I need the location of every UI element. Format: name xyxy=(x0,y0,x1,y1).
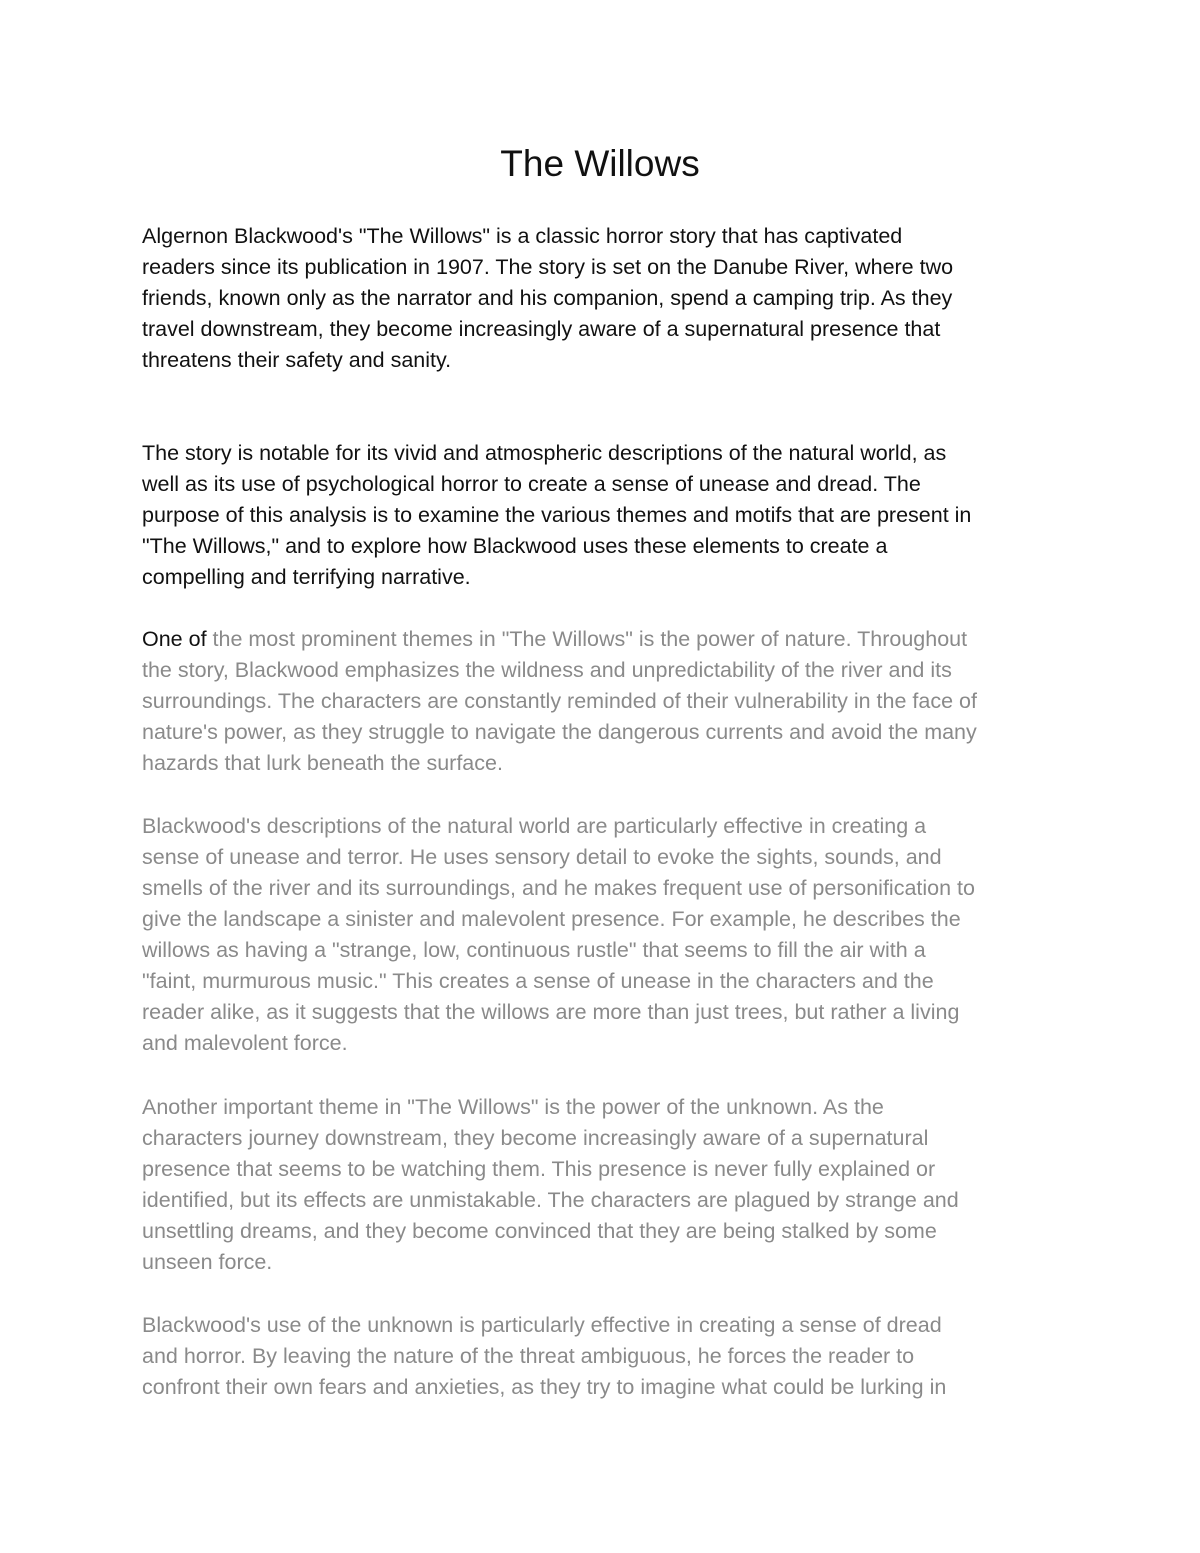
paragraph-dread xyxy=(142,1310,1072,1403)
paragraph-line: unseen force. xyxy=(142,1250,273,1274)
paragraph-line: hazards that lurk beneath the surface. xyxy=(142,751,503,775)
paragraph-line: sense of unease and terror. He uses sensory detail to evoke the sights, sounds, and xyxy=(142,845,942,869)
paragraph-line: purpose of this analysis is to examine the various themes and motifs that are present in xyxy=(142,503,972,527)
paragraph-line xyxy=(142,624,1072,655)
paragraph-intro xyxy=(142,221,1072,376)
paragraph-line: Algernon Blackwood's "The Willows" is a classic horror story that has captivated xyxy=(142,224,903,248)
paragraph-descriptions xyxy=(142,811,1072,1059)
paragraph-line: "faint, murmurous music." This creates a sense of unease in the characters and the xyxy=(142,969,934,993)
paragraph-line: unsettling dreams, and they become convinced that they are being stalked by some xyxy=(142,1219,937,1243)
paragraph-line: The story is notable for its vivid and atmospheric descriptions of the natural world, as xyxy=(142,441,947,465)
paragraph-line: confront their own fears and anxieties, as they try to imagine what could be lurking in xyxy=(142,1375,947,1399)
paragraph-line: reader alike, as it suggests that the willows are more than just trees, but rather a living xyxy=(142,1000,960,1024)
paragraph-unknown-theme xyxy=(142,1092,1072,1278)
paragraph-line: identified, but its effects are unmistakable. The characters are plagued by strange and xyxy=(142,1188,959,1212)
paragraph-line: nature's power, as they struggle to navigate the dangerous currents and avoid the many xyxy=(142,720,977,744)
paragraph-purpose xyxy=(142,438,1072,593)
paragraph-line: give the landscape a sinister and malevolent presence. For example, he describes the xyxy=(142,907,961,931)
paragraph-line: Blackwood's use of the unknown is particularly effective in creating a sense of dread xyxy=(142,1313,942,1337)
paragraph-line: Another important theme in "The Willows" is the power of the unknown. As the xyxy=(142,1095,884,1119)
dark-text-run: One of xyxy=(142,627,213,651)
paragraph-line: "The Willows," and to explore how Blackwood uses these elements to create a xyxy=(142,534,888,558)
faded-text-run: the most prominent themes in "The Willows" is the power of nature. Throughout xyxy=(212,627,968,651)
paragraph-line: surroundings. The characters are constantly reminded of their vulnerability in the face of xyxy=(142,689,977,713)
paragraph-line: willows as having a "strange, low, continuous rustle" that seems to fill the air with a xyxy=(142,938,926,962)
paragraph-line: threatens their safety and sanity. xyxy=(142,348,452,372)
paragraph-line: Blackwood's descriptions of the natural world are particularly effective in creating a xyxy=(142,814,927,838)
paragraph-line: well as its use of psychological horror to create a sense of unease and dread. The xyxy=(142,472,921,496)
paragraph-line: travel downstream, they become increasingly aware of a supernatural presence that xyxy=(142,317,941,341)
paragraph-line: compelling and terrifying narrative. xyxy=(142,565,471,589)
document-title: The Willows xyxy=(500,143,700,184)
paragraph-nature-theme xyxy=(142,624,1072,779)
paragraph-line: readers since its publication in 1907. The story is set on the Danube River, where two xyxy=(142,255,954,279)
paragraph-line: the story, Blackwood emphasizes the wildness and unpredictability of the river and its xyxy=(142,658,952,682)
paragraph-line: characters journey downstream, they become increasingly aware of a supernatural xyxy=(142,1126,929,1150)
paragraph-line: and horror. By leaving the nature of the threat ambiguous, he forces the reader to xyxy=(142,1344,915,1368)
paragraph-line: and malevolent force. xyxy=(142,1031,348,1055)
paragraph-line: presence that seems to be watching them. This presence is never fully explained or xyxy=(142,1157,936,1181)
paragraph-line: smells of the river and its surroundings, and he makes frequent use of personification to xyxy=(142,876,975,900)
paragraph-line: friends, known only as the narrator and his companion, spend a camping trip. As they xyxy=(142,286,953,310)
